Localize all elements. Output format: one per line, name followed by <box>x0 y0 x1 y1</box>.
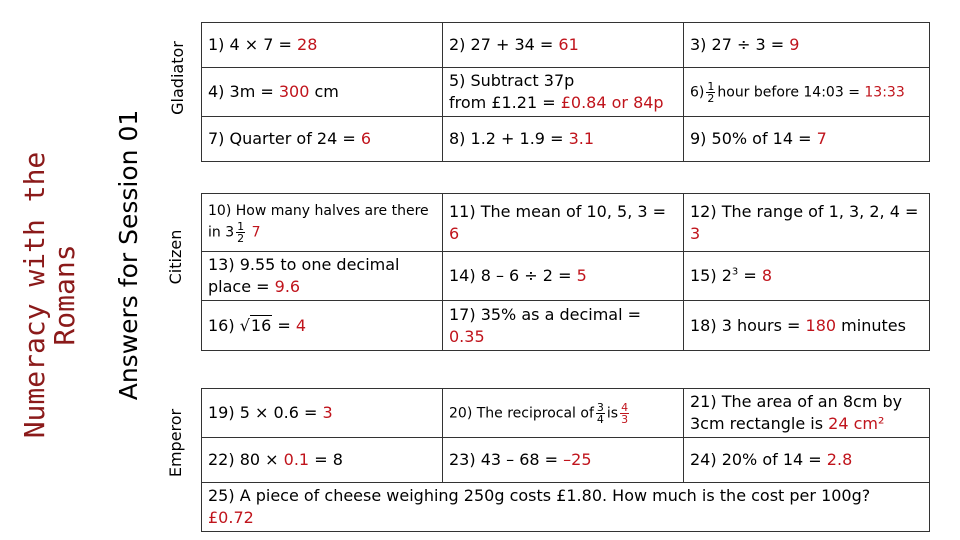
question-2: 2) 27 + 34 = 61 <box>443 23 684 68</box>
fraction-half: $\frac{1}{2}$ <box>707 79 715 105</box>
square-root-radicand: 16 <box>250 315 272 335</box>
question-15: 15) $2^3 = 8$ <box>684 252 930 301</box>
question-19: 19) 5 × 0.6 = 3 <box>202 389 443 438</box>
question-17: 17) 35% as a decimal = 0.35 <box>443 301 684 351</box>
question-18: 18) 3 hours = 180 minutes <box>684 301 930 351</box>
emperor-questions-table <box>201 388 930 532</box>
question-11: 11) The mean of 10, 5, 3 = 6 <box>443 194 684 252</box>
question-25: 25) A piece of cheese weighing 250g costs £1.80. How much is the cost per 100g? £0.72 <box>202 483 930 532</box>
fraction-three-quarters: $\frac{3}{4}$ <box>596 400 604 426</box>
question-22: 22) 80 × 0.1 = 8 <box>202 438 443 483</box>
question-24: 24) 20% of 14 = 2.8 <box>684 438 930 483</box>
level-label-citizen: Citizen <box>166 229 185 285</box>
question-10: 10) How many halves are there in 3 $\frac{1}{2}$ 7 <box>202 194 443 252</box>
question-16: 16) √16 = 4 <box>202 301 443 351</box>
series-title-line2: Romans <box>48 244 81 346</box>
question-14: 14) 8 – 6 ÷ 2 = 5 <box>443 252 684 301</box>
question-9: 9) 50% of 14 = 7 <box>684 117 930 162</box>
question-23: 23) 43 – 68 = –25 <box>443 438 684 483</box>
session-subtitle: Answers for Session 01 <box>114 109 143 401</box>
question-3: 3) 27 ÷ 3 = 9 <box>684 23 930 68</box>
question-8: 8) 1.2 + 1.9 = 3.1 <box>443 117 684 162</box>
level-label-gladiator: Gladiator <box>168 41 187 115</box>
series-title-line1: Numeracy with the <box>18 151 51 439</box>
question-12: 12) The range of 1, 3, 2, 4 = 3 <box>684 194 930 252</box>
question-7: 7) Quarter of 24 = 6 <box>202 117 443 162</box>
citizen-questions-table <box>201 193 930 351</box>
fraction-four-thirds: $\frac{4}{3}$ <box>621 400 629 426</box>
fraction-half: $\frac{1}{2}$ <box>237 220 245 245</box>
question-20: 20) The reciprocal of $\frac{3}{4}$ is $\frac{4}{3}$ <box>443 389 684 438</box>
series-title <box>20 65 80 525</box>
question-1: 1) 4 × 7 = 28 <box>202 23 443 68</box>
question-13: 13) 9.55 to one decimal place = 9.6 <box>202 252 443 301</box>
question-21: 21) The area of an 8cm by 3cm rectangle is 24 cm² <box>684 389 930 438</box>
level-label-emperor: Emperor <box>166 408 185 478</box>
question-6: 6) $\frac{1}{2}$ hour before 14:03 = 13:33 <box>684 68 930 117</box>
question-4: 4) 3m = 300 cm <box>202 68 443 117</box>
gladiator-questions-table <box>201 22 930 162</box>
question-5: 5) Subtract 37p from £1.21 = £0.84 or 84p <box>443 68 684 117</box>
